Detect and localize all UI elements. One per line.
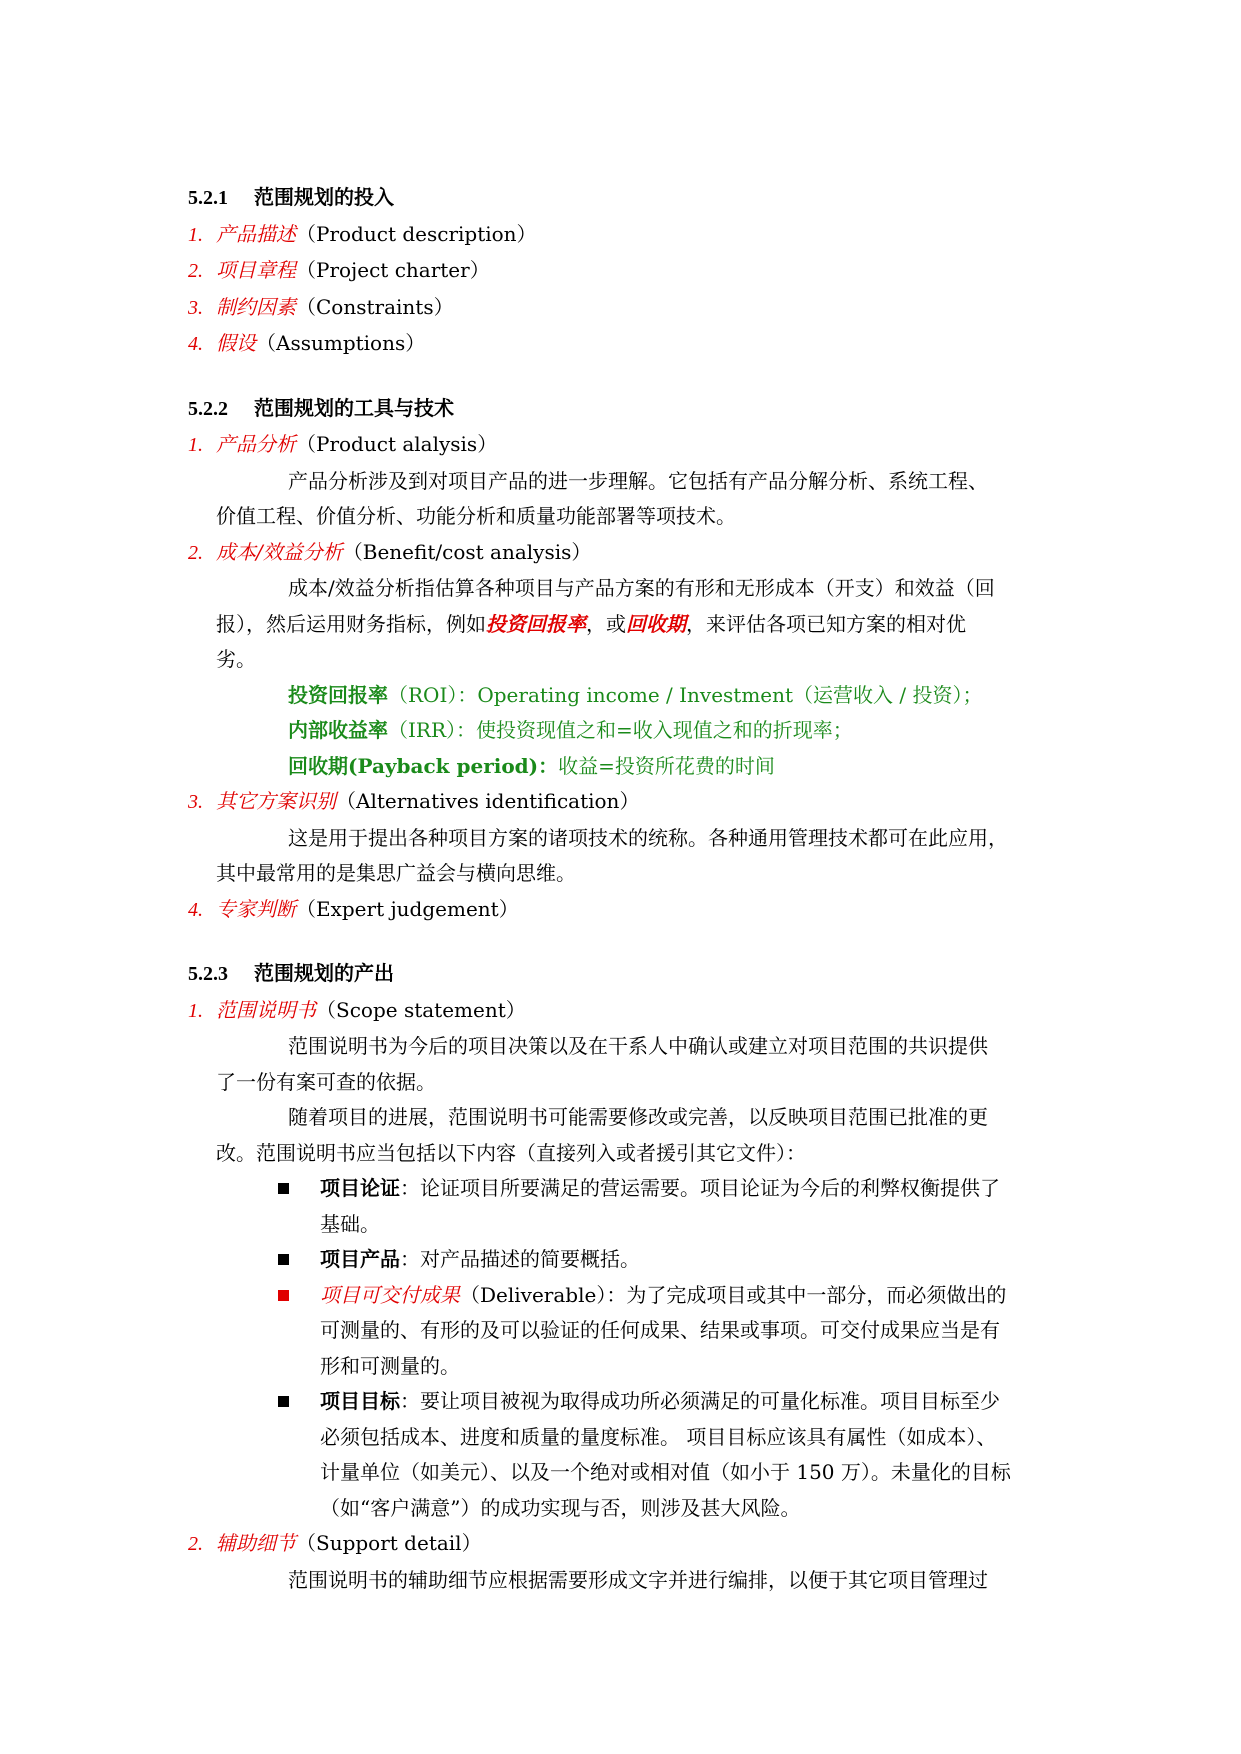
bullet-continuation: 必须包括成本、进度和质量的量度标准。 项目目标应该具有属性（如成本）、 (320, 1424, 997, 1449)
definition-roi: 投资回报率（ROI）：Operating income / Investment（运营收入 / 投资）； (288, 682, 983, 707)
paragraph-line: 成本/效益分析指估算各种项目与产品方案的有形和无形成本（开支）和效益（回 (288, 576, 995, 600)
document-body (188, 180, 1060, 1598)
list-item: 3. 制约因素（Constraints） (188, 294, 454, 319)
paragraph-line: 改。范围说明书应当包括以下内容（直接列入或者援引其它文件）： (216, 1140, 806, 1165)
paragraph-line: 其中最常用的是集思广益会与横向思维。 (216, 861, 576, 885)
paragraph-line: 了一份有案可查的依据。 (216, 1069, 436, 1094)
list-item: 1. 范围说明书（Scope statement） (188, 997, 526, 1022)
paragraph-line: 随着项目的进展，范围说明书可能需要修改或完善，以反映项目范围已批准的更 (288, 1105, 988, 1129)
paragraph-line: 这是用于提出各种项目方案的诸项技术的统称。各种通用管理技术都可在此应用， (288, 825, 1008, 850)
square-bullet-icon (278, 1254, 289, 1265)
paragraph-line: 范围说明书的辅助细节应根据需要形成文字并进行编排，以便于其它项目管理过 (288, 1567, 988, 1592)
square-bullet-icon (278, 1396, 289, 1407)
list-item: 2. 辅助细节（Support detail） (188, 1531, 482, 1555)
paragraph-line: 报），然后运用财务指标，例如投资回报率，或回收期，来评估各项已知方案的相对优 (216, 611, 966, 636)
section-heading-5-2-1: 5.2.1 范围规划的投入 (188, 185, 394, 209)
list-item: 2. 成本/效益分析（Benefit/cost analysis） (188, 539, 592, 564)
paragraph-line: 范围说明书为今后的项目决策以及在干系人中确认或建立对项目范围的共识提供 (288, 1034, 988, 1058)
list-item: 1. 产品分析（Product alalysis） (188, 432, 498, 456)
square-bullet-icon (278, 1183, 289, 1194)
bullet-continuation: 可测量的、有形的及可以验证的任何成果、结果或事项。可交付成果应当是有 (320, 1318, 1000, 1342)
list-item: 3. 其它方案识别（Alternatives identification） (188, 789, 640, 813)
bullet-continuation: 计量单位（如美元）、以及一个绝对或相对值（如小于 150 万）。未量化的目标 (320, 1460, 1011, 1484)
square-bullet-icon (278, 1290, 289, 1301)
paragraph-line: 产品分析涉及到对项目产品的进一步理解。它包括有产品分解分析、系统工程、 (288, 468, 988, 493)
definition-irr: 内部收益率（IRR）：使投资现值之和=收入现值之和的折现率； (288, 718, 853, 742)
bullet-continuation: （如“客户满意”）的成功实现与否，则涉及甚大风险。 (320, 1495, 801, 1520)
bullet-item: 项目可交付成果（Deliverable）：为了完成项目或其中一部分，而必须做出的 (188, 1278, 1060, 1314)
bullet-item: 项目产品：对产品描述的简要概括。 (188, 1242, 1060, 1278)
bullet-continuation: 形和可测量的。 (320, 1353, 460, 1378)
list-item: 4. 假设（Assumptions） (188, 331, 426, 355)
paragraph-line: 劣。 (216, 647, 256, 671)
list-item: 1. 产品描述（Product description） (188, 221, 537, 246)
bullet-item: 项目目标：要让项目被视为取得成功所必须满足的可量化标准。项目目标至少 (188, 1384, 1060, 1420)
definition-payback: 回收期(Payback period)：收益=投资所花费的时间 (288, 753, 775, 778)
list-item: 4. 专家判断（Expert judgement） (188, 896, 519, 921)
bullet-continuation: 基础。 (320, 1211, 380, 1236)
list-item: 2. 项目章程（Project charter） (188, 258, 490, 282)
section-heading-5-2-3: 5.2.3 范围规划的产出 (188, 961, 394, 985)
section-heading-5-2-2: 5.2.2 范围规划的工具与技术 (188, 395, 454, 420)
paragraph-line: 价值工程、价值分析、功能分析和质量功能部署等项技术。 (216, 504, 736, 528)
bullet-item: 项目论证：论证项目所要满足的营运需要。项目论证为今后的利弊权衡提供了 (188, 1171, 1060, 1207)
